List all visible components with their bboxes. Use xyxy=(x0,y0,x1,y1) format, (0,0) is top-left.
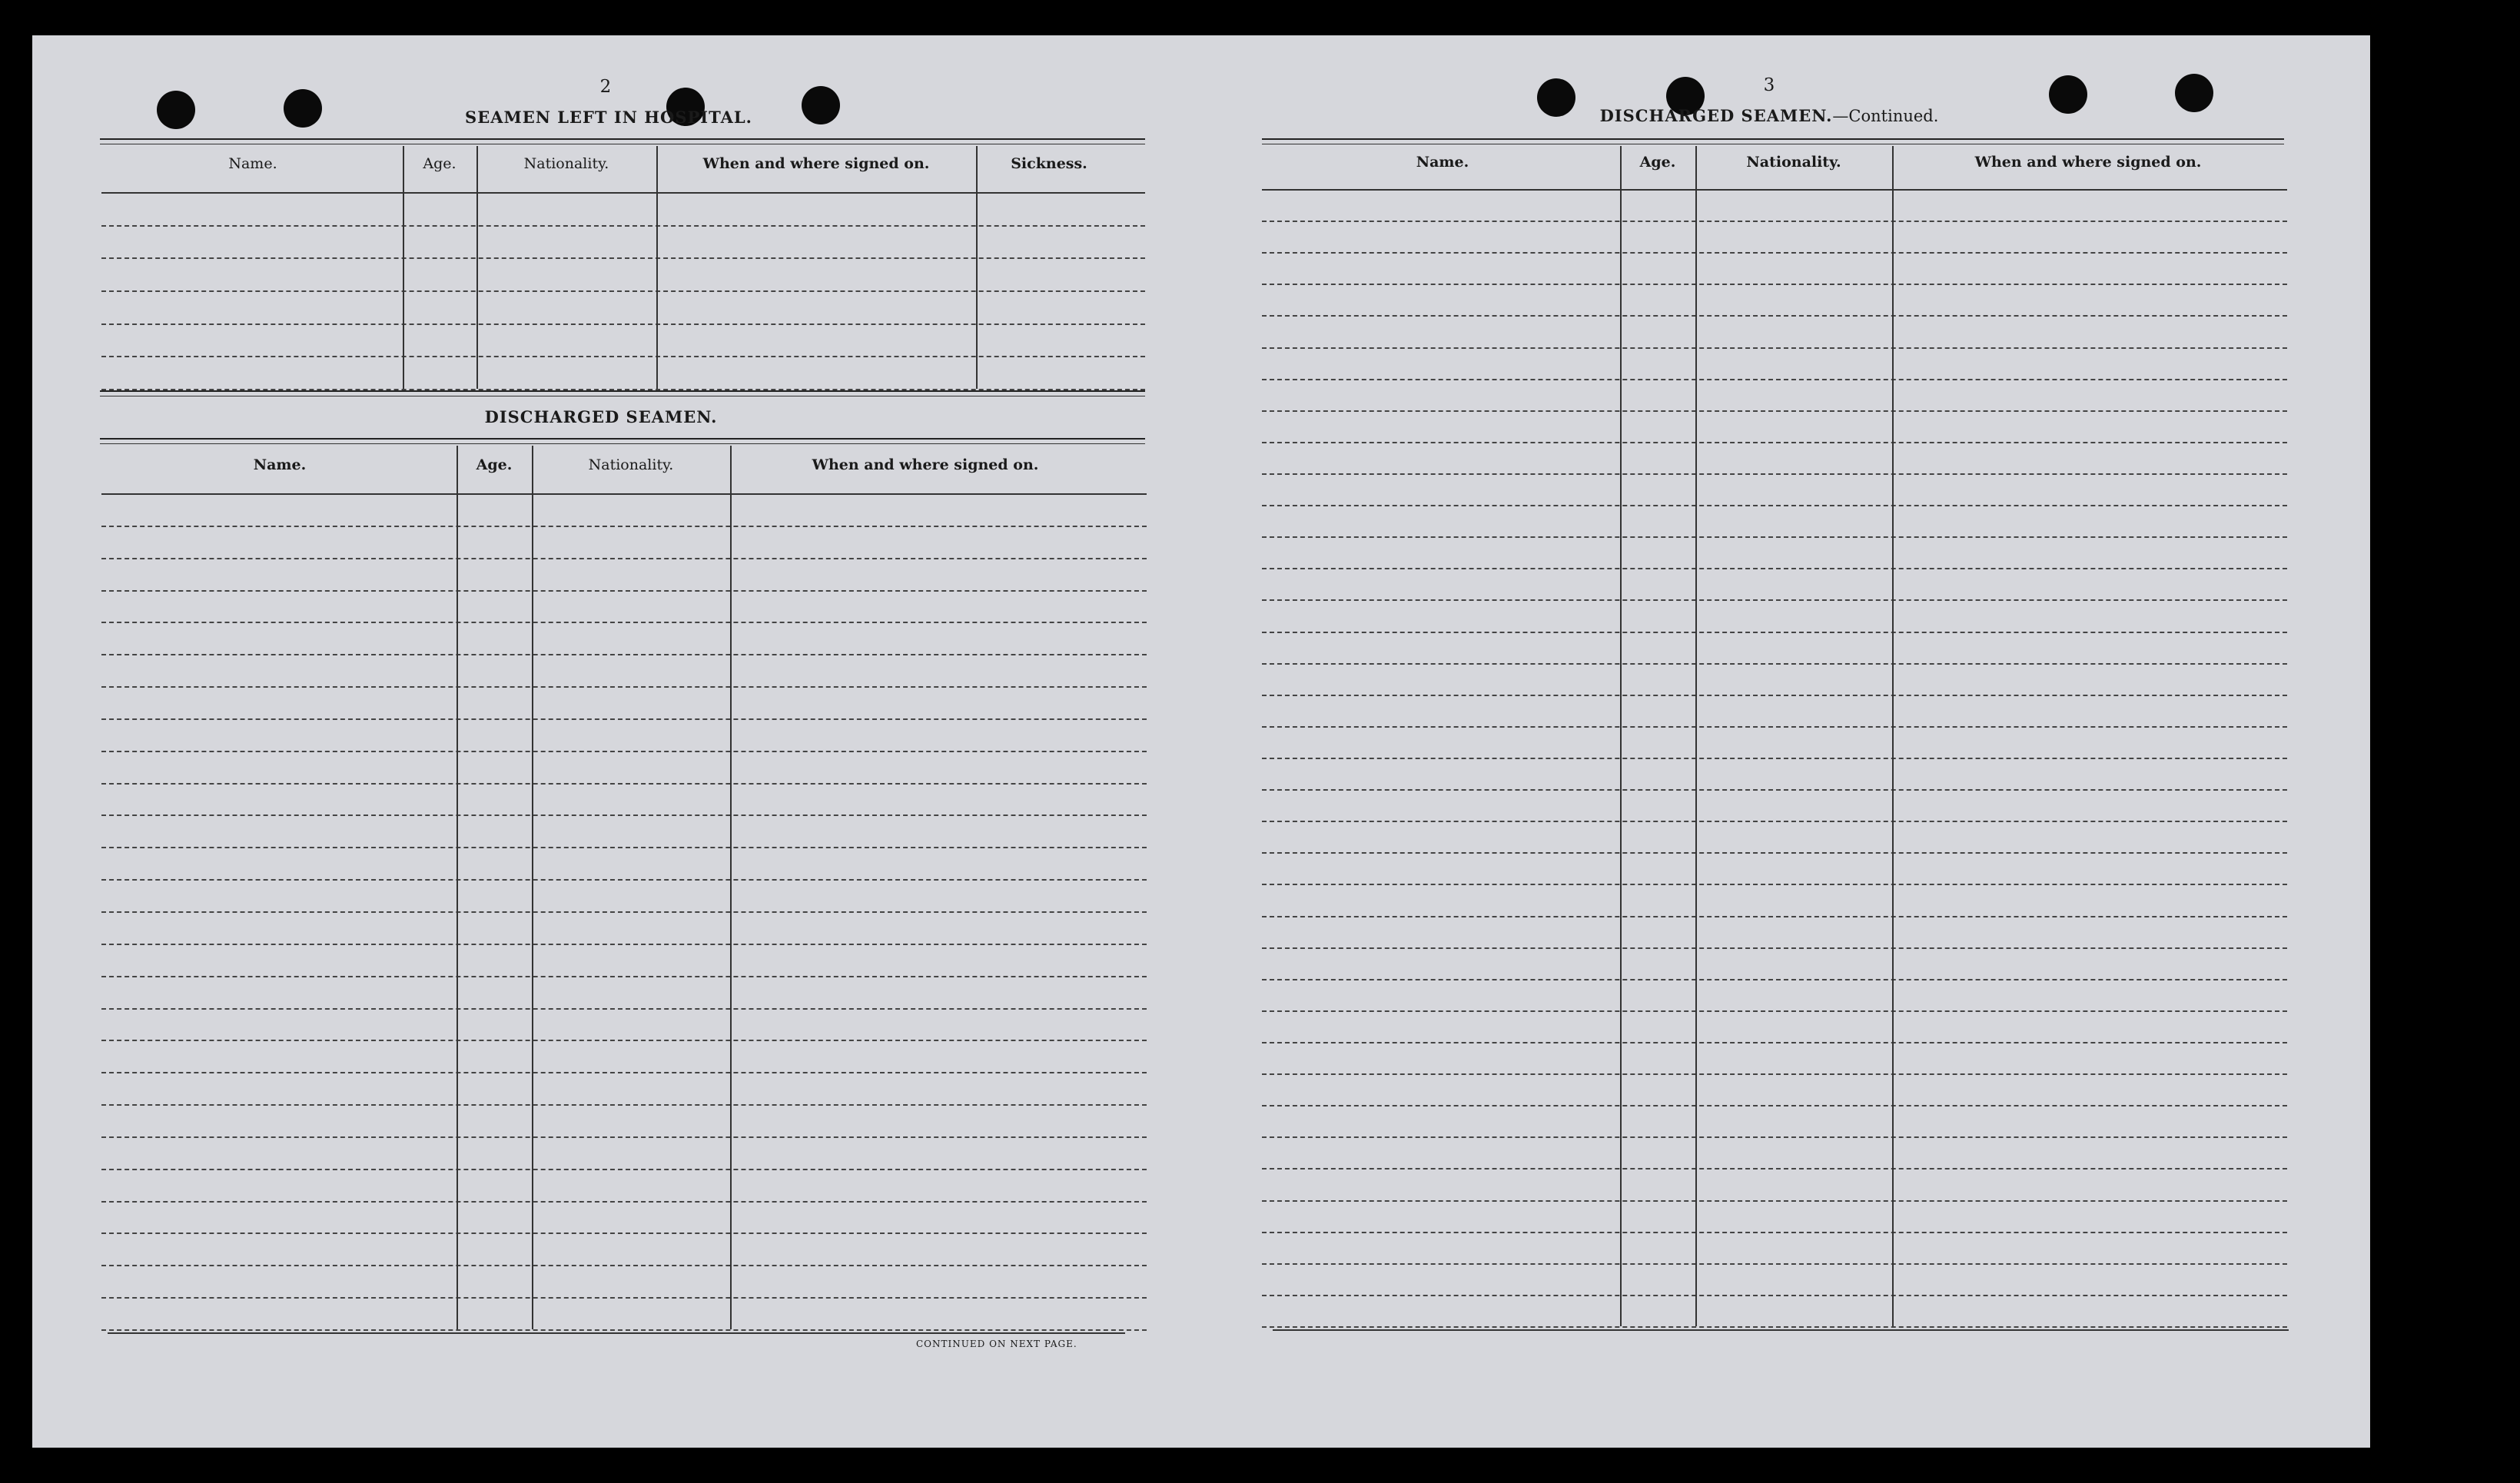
table-row xyxy=(1262,1042,2287,1043)
right-col-signed-on: When and where signed on. xyxy=(1974,154,2202,171)
column-header-underline xyxy=(101,192,1145,194)
right-col-name: Name. xyxy=(1416,154,1469,171)
table-row xyxy=(101,814,1147,816)
column-divider xyxy=(976,146,978,389)
table-row xyxy=(1262,1263,2287,1265)
table-row xyxy=(1262,1136,2287,1138)
page-number-right: 3 xyxy=(1763,75,1775,95)
table-row xyxy=(101,558,1147,559)
table-row xyxy=(101,847,1147,848)
table-row xyxy=(101,1072,1147,1073)
right-col-age: Age. xyxy=(1639,154,1676,171)
table-row xyxy=(1262,1105,2287,1106)
table-row xyxy=(1262,252,2287,254)
discharged-col-age: Age. xyxy=(476,456,513,473)
hospital-col-sickness: Sickness. xyxy=(1011,155,1087,172)
table-row xyxy=(101,1136,1147,1138)
table-row xyxy=(1262,347,2287,349)
discharged-col-name: Name. xyxy=(253,456,307,473)
table-row xyxy=(1262,726,2287,728)
punch-hole xyxy=(157,91,195,129)
column-divider xyxy=(656,146,658,389)
hospital-col-signed-on: When and where signed on. xyxy=(702,155,930,172)
table-row xyxy=(101,1040,1147,1041)
discharged-col-nationality: Nationality. xyxy=(588,456,674,473)
column-divider xyxy=(403,146,404,389)
table-row xyxy=(101,783,1147,785)
table-row xyxy=(1262,979,2287,980)
table-row xyxy=(1262,536,2287,538)
punch-hole xyxy=(2175,74,2213,112)
right-section-title-text: DISCHARGED SEAMEN. xyxy=(1599,106,1833,125)
table-row xyxy=(1262,599,2287,601)
table-row xyxy=(1262,473,2287,475)
table-row xyxy=(101,1329,1147,1331)
table-row xyxy=(101,1201,1147,1203)
hospital-col-name: Name. xyxy=(228,155,277,172)
table-row xyxy=(101,911,1147,913)
column-divider xyxy=(730,446,732,1329)
table-row xyxy=(101,225,1145,227)
table-row xyxy=(1262,568,2287,569)
table-row xyxy=(101,356,1145,357)
table-row xyxy=(101,257,1145,259)
table-row xyxy=(101,751,1147,752)
table-row xyxy=(101,1169,1147,1170)
table-row xyxy=(1262,695,2287,696)
right-bottom-rule xyxy=(1273,1329,2289,1331)
right-section-title xyxy=(1554,106,1984,125)
table-row xyxy=(101,976,1147,977)
table-row xyxy=(101,590,1147,592)
column-divider xyxy=(1695,146,1697,1326)
table-row xyxy=(1262,442,2287,443)
column-divider xyxy=(532,446,533,1329)
table-row xyxy=(1262,1326,2287,1328)
table-row xyxy=(1262,821,2287,822)
table-row xyxy=(101,290,1145,292)
table-row xyxy=(1262,379,2287,380)
table-row xyxy=(101,1104,1147,1106)
table-row xyxy=(1262,789,2287,791)
page-number-left: 2 xyxy=(599,77,612,97)
table-row xyxy=(1262,632,2287,633)
column-divider xyxy=(457,446,458,1329)
table-row xyxy=(101,1233,1147,1234)
table-row xyxy=(1262,852,2287,854)
table-row xyxy=(1262,1295,2287,1296)
table-row xyxy=(101,944,1147,945)
table-row xyxy=(101,879,1147,881)
discharged-col-signed-on: When and where signed on. xyxy=(812,456,1039,473)
table-row xyxy=(1262,1200,2287,1202)
table-row xyxy=(1262,410,2287,412)
discharged-header-rule xyxy=(100,438,1145,444)
table-row xyxy=(1262,284,2287,285)
table-row xyxy=(1262,916,2287,917)
table-row xyxy=(1262,315,2287,317)
column-divider xyxy=(1620,146,1622,1326)
continued-footnote: CONTINUED ON NEXT PAGE. xyxy=(916,1339,1077,1349)
discharged-bottom-rule xyxy=(108,1332,1125,1334)
hospital-header-rule xyxy=(100,138,1145,144)
hospital-col-age: Age. xyxy=(423,155,457,172)
table-row xyxy=(101,1297,1147,1299)
table-row xyxy=(101,323,1145,325)
column-header-underline xyxy=(101,493,1147,495)
table-row xyxy=(101,654,1147,655)
column-divider xyxy=(1892,146,1894,1326)
table-row xyxy=(1262,1168,2287,1169)
right-header-rule xyxy=(1262,138,2284,144)
table-row xyxy=(1262,221,2287,222)
right-section-title-suffix: —Continued. xyxy=(1832,107,1939,125)
table-row xyxy=(1262,1010,2287,1012)
table-row xyxy=(1262,947,2287,949)
table-row xyxy=(1262,1073,2287,1075)
hospital-section-title: SEAMEN LEFT IN HOSPITAL. xyxy=(465,108,752,127)
discharged-section-title: DISCHARGED SEAMEN. xyxy=(484,407,718,426)
table-row xyxy=(1262,505,2287,506)
ledger-sheet xyxy=(32,35,2370,1448)
table-row xyxy=(101,526,1147,527)
punch-hole xyxy=(284,89,322,128)
hospital-bottom-rule xyxy=(100,390,1145,396)
table-row xyxy=(1262,884,2287,885)
hospital-col-nationality: Nationality. xyxy=(523,155,609,172)
table-row xyxy=(101,622,1147,623)
right-col-nationality: Nationality. xyxy=(1746,154,1841,171)
column-header-underline xyxy=(1262,189,2287,191)
table-row xyxy=(101,718,1147,720)
table-row xyxy=(1262,663,2287,665)
punch-hole xyxy=(2049,75,2087,114)
table-row xyxy=(101,1008,1147,1010)
column-divider xyxy=(476,146,478,389)
table-row xyxy=(1262,758,2287,759)
table-row xyxy=(1262,1232,2287,1233)
table-row xyxy=(101,686,1147,688)
table-row xyxy=(101,1265,1147,1266)
